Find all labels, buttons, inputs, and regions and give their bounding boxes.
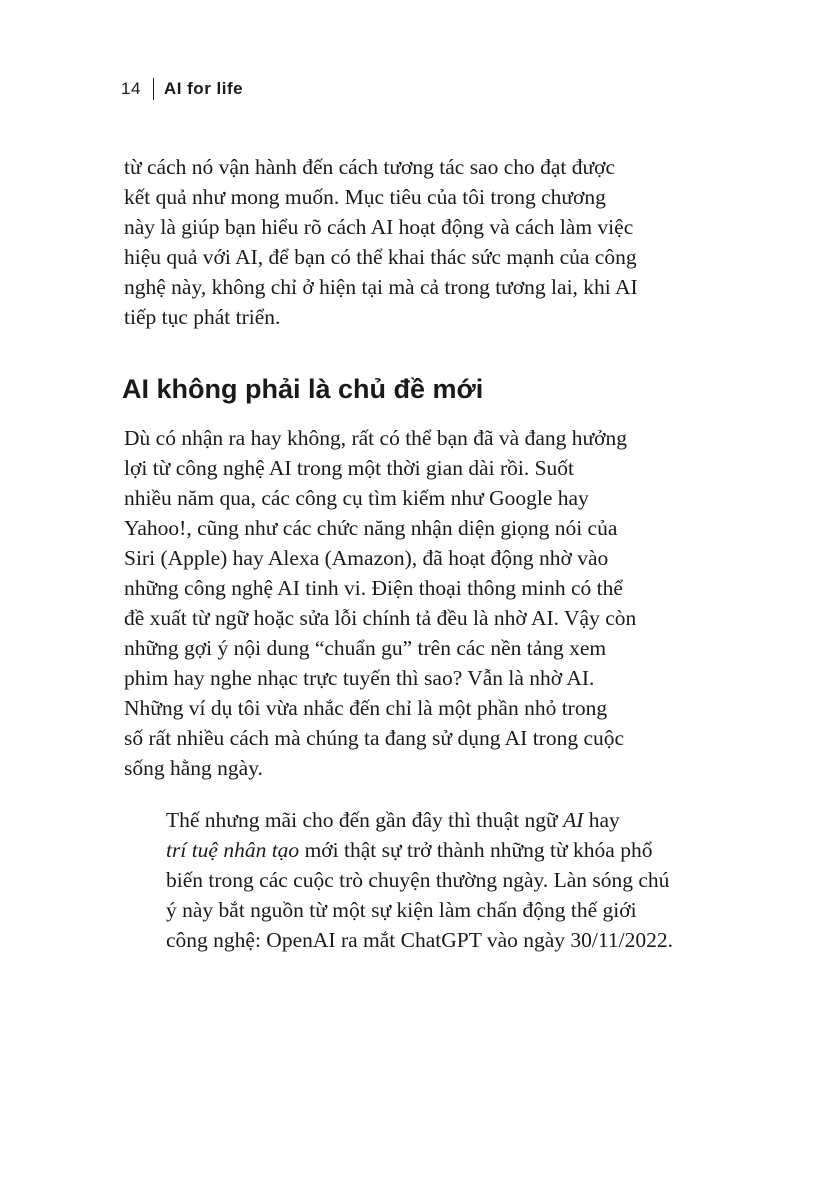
text-line: Siri (Apple) hay Alexa (Amazon), đã hoạt động nhờ vào xyxy=(124,546,609,570)
italic-term-ai: AI xyxy=(563,808,584,832)
paragraph-ai-history xyxy=(124,423,710,783)
text-line: những gợi ý nội dung “chuẩn gu” trên các nền tảng xem xyxy=(124,636,607,660)
section-heading: AI không phải là chủ đề mới xyxy=(122,374,484,404)
paragraph-intro xyxy=(124,152,710,332)
text-line: biến trong các cuộc trò chuyện thường ngày. Làn sóng chú xyxy=(166,868,670,892)
text-line: Dù có nhận ra hay không, rất có thể bạn đã và đang hưởng xyxy=(124,426,628,450)
text-line: này là giúp bạn hiểu rõ cách AI hoạt động và cách làm việc xyxy=(124,215,634,239)
text-fragment: mới thật sự trở thành những từ khóa phổ xyxy=(299,838,653,862)
text-fragment: Thế nhưng mãi cho đến gần đây thì thuật ngữ xyxy=(166,808,564,832)
text-line: Những ví dụ tôi vừa nhắc đến chỉ là một phần nhỏ trong xyxy=(124,696,608,720)
text-line xyxy=(124,835,710,865)
book-title: AI for life xyxy=(163,79,244,98)
text-line: số rất nhiều cách mà chúng ta đang sử dụng AI trong cuộc xyxy=(124,726,625,750)
text-line: tiếp tục phát triển. xyxy=(124,305,281,329)
text-line: sống hằng ngày. xyxy=(124,756,263,780)
text-line: Yahoo!, cũng như các chức năng nhận diện giọng nói của xyxy=(124,516,618,540)
header-divider xyxy=(153,78,154,100)
text-line: ý này bắt nguồn từ một sự kiện làm chấn động thế giới xyxy=(166,898,637,922)
running-header xyxy=(121,76,243,102)
text-line: hiệu quả với AI, để bạn có thể khai thác sức mạnh của công xyxy=(124,245,637,269)
text-line: nghệ này, không chỉ ở hiện tại mà cả trong tương lai, khi AI xyxy=(124,275,638,299)
text-line: phim hay nghe nhạc trực tuyến thì sao? Vẫn là nhờ AI. xyxy=(124,666,595,690)
text-line: nhiều năm qua, các công cụ tìm kiếm như Google hay xyxy=(124,486,589,510)
text-line: công nghệ: OpenAI ra mắt ChatGPT vào ngày 30/11/2022. xyxy=(166,928,673,952)
text-line: từ cách nó vận hành đến cách tương tác sao cho đạt được xyxy=(124,155,616,179)
text-line: lợi từ công nghệ AI trong một thời gian dài rồi. Suốt xyxy=(124,456,575,480)
italic-term-full: trí tuệ nhân tạo xyxy=(166,838,300,862)
text-line: đề xuất từ ngữ hoặc sửa lỗi chính tả đều là nhờ AI. Vậy còn xyxy=(124,606,637,630)
text-fragment: hay xyxy=(583,808,620,832)
text-line: kết quả như mong muốn. Mục tiêu của tôi trong chương xyxy=(124,185,606,209)
paragraph-chatgpt xyxy=(124,805,710,955)
text-line: những công nghệ AI tinh vi. Điện thoại thông minh có thể xyxy=(124,576,623,600)
page-number: 14 xyxy=(121,79,141,98)
